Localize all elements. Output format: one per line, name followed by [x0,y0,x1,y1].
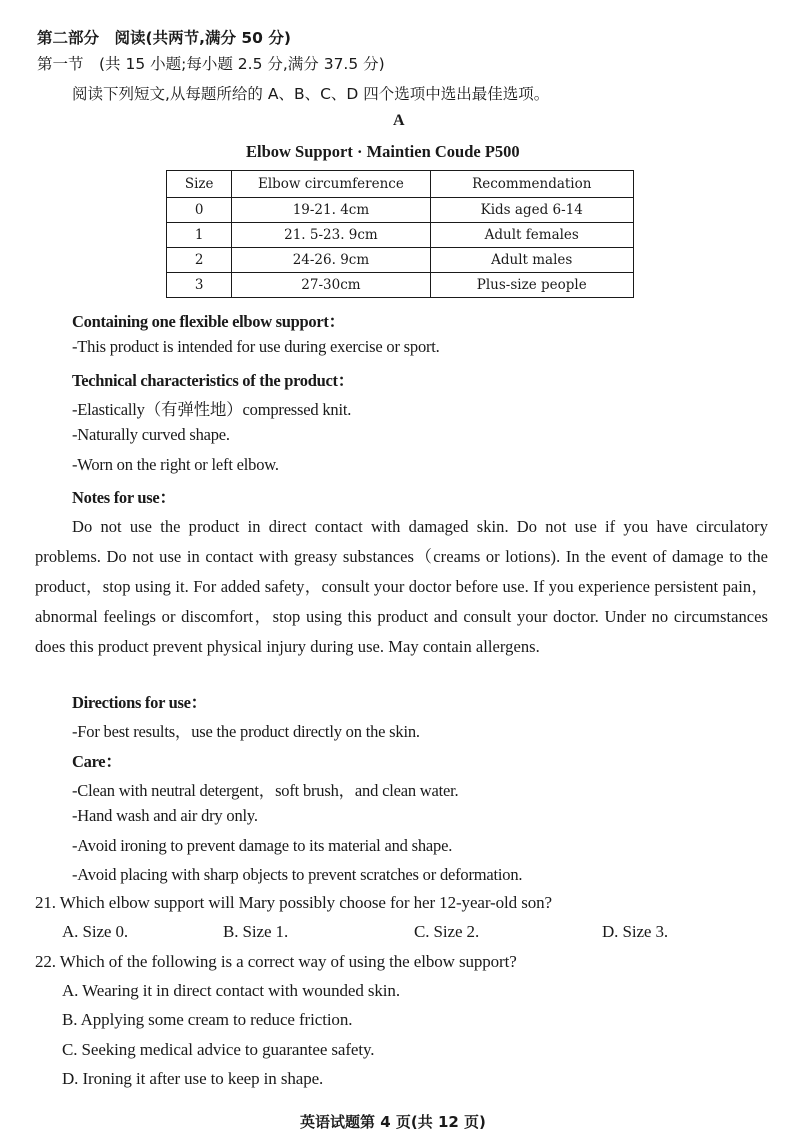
question-22-option-a[interactable]: A. Wearing it in direct contact with wounded skin. [62,981,400,1000]
passage-label: A [393,112,405,129]
question-21-stem: 21. Which elbow support will Mary possibly choose for her 12-year-old son? [35,893,552,912]
question-21-option-c[interactable]: C. Size 2. [414,922,480,941]
question-22-option-d[interactable]: D. Ironing it after use to keep in shape. [62,1069,324,1088]
table-cell: 2 [167,248,232,273]
question-21-option-a[interactable]: A. Size 0. [62,922,129,941]
section-heading: 第一节 (共 15 小题;每小题 2.5 分,满分 37.5 分) [37,55,385,73]
notes-paragraph: Do not use the product in direct contact with damaged skin. Do not use if you have circulatory problems. Do not use in contact with greasy substances（creams or lotions). In the event of damage to the product，stop using it. For added safety，consult your doctor before use. If you experience persistent pain，abnormal feelings or discomfort，stop using this product and consult your doctor. Under no circumstances does this product prevent physical injury during use. May contain allergens. [35,517,768,656]
notes-heading: Notes for use： [72,488,176,507]
size-table [166,170,634,298]
technical-item: -Elastically（有弹性地）compressed knit. [72,400,352,419]
directions-item: -For best results，use the product directly on the skin. [72,722,420,741]
table-row [167,273,634,298]
technical-item: -Worn on the right or left elbow. [72,455,279,474]
table-row [167,248,634,273]
care-item: -Hand wash and air dry only. [72,806,258,825]
question-22-option-c[interactable]: C. Seeking medical advice to guarantee safety. [62,1040,375,1059]
question-21-option-b[interactable]: B. Size 1. [223,922,289,941]
table-header-row [167,171,634,198]
table-cell: 0 [167,198,232,223]
question-22-stem: 22. Which of the following is a correct way of using the elbow support? [35,952,517,971]
containing-item: -This product is intended for use during exercise or sport. [72,337,440,356]
table-cell: 1 [167,223,232,248]
page-footer: 英语试题第 4 页(共 12 页) [300,1113,486,1131]
table-row [167,223,634,248]
care-heading: Care： [72,752,122,771]
table-header: Size [167,171,232,198]
table-header: Elbow circumference [232,171,430,198]
care-item: -Avoid ironing to prevent damage to its material and shape. [72,836,453,855]
table-header: Recommendation [430,171,633,198]
containing-heading: Containing one flexible elbow support： [72,312,345,331]
directions-heading: Directions for use： [72,693,207,712]
table-cell: 27-30cm [232,273,430,298]
technical-item: -Naturally curved shape. [72,425,230,444]
table-row [167,198,634,223]
care-item: -Clean with neutral detergent，soft brush，and clean water. [72,781,459,800]
table-cell: 21. 5-23. 9cm [232,223,430,248]
table-cell: Adult females [430,223,633,248]
question-21-option-d[interactable]: D. Size 3. [602,922,669,941]
table-cell: 3 [167,273,232,298]
part-heading: 第二部分 阅读(共两节,满分 50 分) [37,29,291,47]
instructions: 阅读下列短文,从每题所给的 A、B、C、D 四个选项中选出最佳选项。 [72,85,550,103]
technical-heading: Technical characteristics of the product： [72,371,354,390]
question-22-option-b[interactable]: B. Applying some cream to reduce friction. [62,1010,353,1029]
table-cell: 19-21. 4cm [232,198,430,223]
table-cell: Kids aged 6-14 [430,198,633,223]
table-cell: Plus-size people [430,273,633,298]
table-cell: 24-26. 9cm [232,248,430,273]
care-item: -Avoid placing with sharp objects to prevent scratches or deformation. [72,865,523,884]
table-cell: Adult males [430,248,633,273]
product-title: Elbow Support · Maintien Coude P500 [246,142,520,161]
